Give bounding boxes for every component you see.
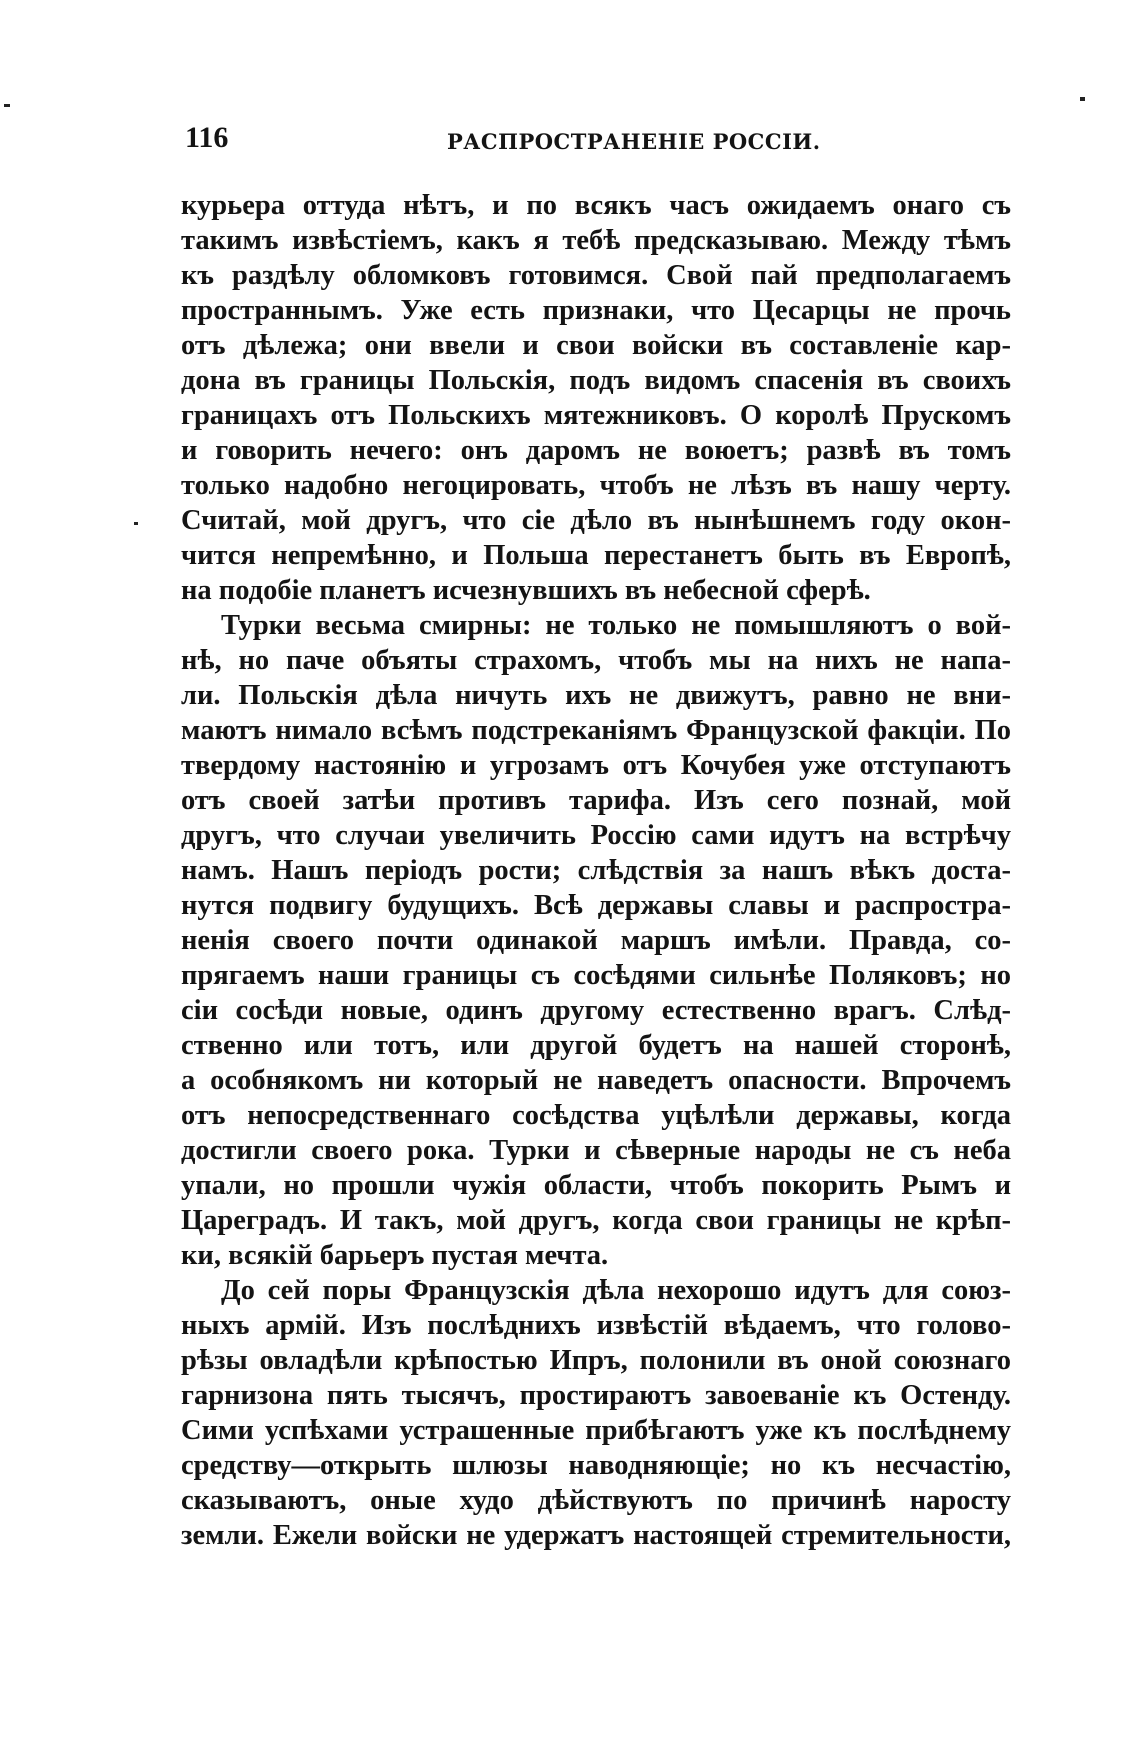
text-line: нѣ, но паче объяты страхомъ, чтобъ мы на нихъ не напа-	[181, 645, 1011, 676]
text-line: только надобно негоцировать, чтобъ не лѣзъ въ нашу черту.	[181, 470, 1011, 501]
text-line: До сей поры Французскія дѣла нехорошо идутъ для союз-	[221, 1275, 1011, 1306]
text-line: другъ, что случаи увеличить Россію сами идутъ на встрѣчу	[181, 820, 1011, 851]
text-line: ки, всякій барьеръ пустая мечта.	[181, 1240, 609, 1271]
text-line: на подобіе планетъ исчезнувшихъ въ небесной сферѣ.	[181, 575, 871, 606]
page-number: 116	[185, 121, 229, 154]
text-line: ныхъ армій. Изъ послѣднихъ извѣстій вѣдаемъ, что голово-	[181, 1310, 1011, 1341]
text-line: ственно или тотъ, или другой будетъ на нашей сторонѣ,	[181, 1030, 1011, 1061]
text-line: Цареградъ. И такъ, мой другъ, когда свои границы не крѣп-	[181, 1205, 1011, 1236]
scan-speck	[1080, 97, 1085, 101]
text-line: отъ дѣлежа; они ввели и свои войски въ составленіе кар-	[181, 330, 1011, 361]
text-line: чится непремѣнно, и Польша перестанетъ быть въ Европѣ,	[181, 540, 1011, 571]
text-line: границахъ отъ Польскихъ мятежниковъ. О королѣ Прускомъ	[181, 400, 1011, 431]
text-line: Считай, мой другъ, что сіе дѣло въ нынѣшнемъ году окон-	[181, 505, 1011, 536]
text-line: такимъ извѣстіемъ, какъ я тебѣ предсказываю. Между тѣмъ	[181, 225, 1011, 256]
text-line: сіи сосѣди новые, одинъ другому естественно врагъ. Слѣд-	[181, 995, 1011, 1026]
text-line: рѣзы овладѣли крѣпостью Ипръ, полонили въ оной союзнаго	[181, 1345, 1011, 1376]
paragraph	[181, 1273, 1011, 1553]
running-title: РАСПРОСТРАНЕНІЕ РОССІИ.	[447, 129, 821, 154]
text-line: отъ непосредственнаго сосѣдства уцѣлѣли державы, когда	[181, 1100, 1011, 1131]
text-line: Сими успѣхами устрашенные прибѣгаютъ уже къ послѣднему	[181, 1415, 1011, 1446]
text-line: сказываютъ, оные худо дѣйствуютъ по причинѣ наросту	[181, 1485, 1011, 1516]
text-line: курьера оттуда нѣтъ, и по всякъ часъ ожидаемъ онаго съ	[181, 190, 1011, 221]
text-line: прягаемъ наши границы съ сосѣдями сильнѣе Поляковъ; но	[181, 960, 1011, 991]
text-line: а особнякомъ ни который не наведетъ опасности. Впрочемъ	[181, 1065, 1011, 1096]
text-line: нутся подвигу будущихъ. Всѣ державы славы и распростра-	[181, 890, 1011, 921]
text-line: средству—открыть шлюзы наводняющіе; но къ несчастію,	[181, 1450, 1011, 1481]
text-line: къ раздѣлу обломковъ готовимся. Свой пай предполагаемъ	[181, 260, 1011, 291]
body-text	[181, 188, 1011, 1553]
text-line: и говорить нечего: онъ даромъ не воюетъ; развѣ въ томъ	[181, 435, 1011, 466]
text-line: ли. Польскія дѣла ничуть ихъ не движутъ, равно не вни-	[181, 680, 1011, 711]
text-line: Турки весьма смирны: не только не помышляютъ о вой-	[221, 610, 1011, 641]
text-line: маютъ нимало всѣмъ подстреканіямъ Французской факціи. По	[181, 715, 1011, 746]
scan-speck	[4, 104, 10, 107]
text-line: гарнизона пять тысячъ, простираютъ завоеваніе къ Остенду.	[181, 1380, 1011, 1411]
text-line: твердому настоянію и угрозамъ отъ Кочубея уже отступаютъ	[181, 750, 1011, 781]
text-line: пространнымъ. Уже есть признаки, что Цесарцы не прочь	[181, 295, 1011, 326]
text-line: достигли своего рока. Турки и сѣверные народы не съ неба	[181, 1135, 1011, 1166]
text-line: дона въ границы Польскія, подъ видомъ спасенія въ своихъ	[181, 365, 1011, 396]
paragraph	[181, 608, 1011, 1273]
text-line: намъ. Нашъ періодъ рости; слѣдствія за нашъ вѣкъ доста-	[181, 855, 1011, 886]
paragraph	[181, 188, 1011, 608]
text-line: отъ своей затѣи противъ тарифа. Изъ сего познай, мой	[181, 785, 1011, 816]
text-line: земли. Ежели войски не удержатъ настоящей стремительности,	[181, 1520, 1011, 1551]
text-line: ненія своего почти одинакой маршъ имѣли. Правда, со-	[181, 925, 1011, 956]
text-line: упали, но прошли чужія области, чтобъ покорить Рымъ и	[181, 1170, 1011, 1201]
page-header	[185, 118, 1011, 158]
scan-speck	[134, 522, 138, 525]
